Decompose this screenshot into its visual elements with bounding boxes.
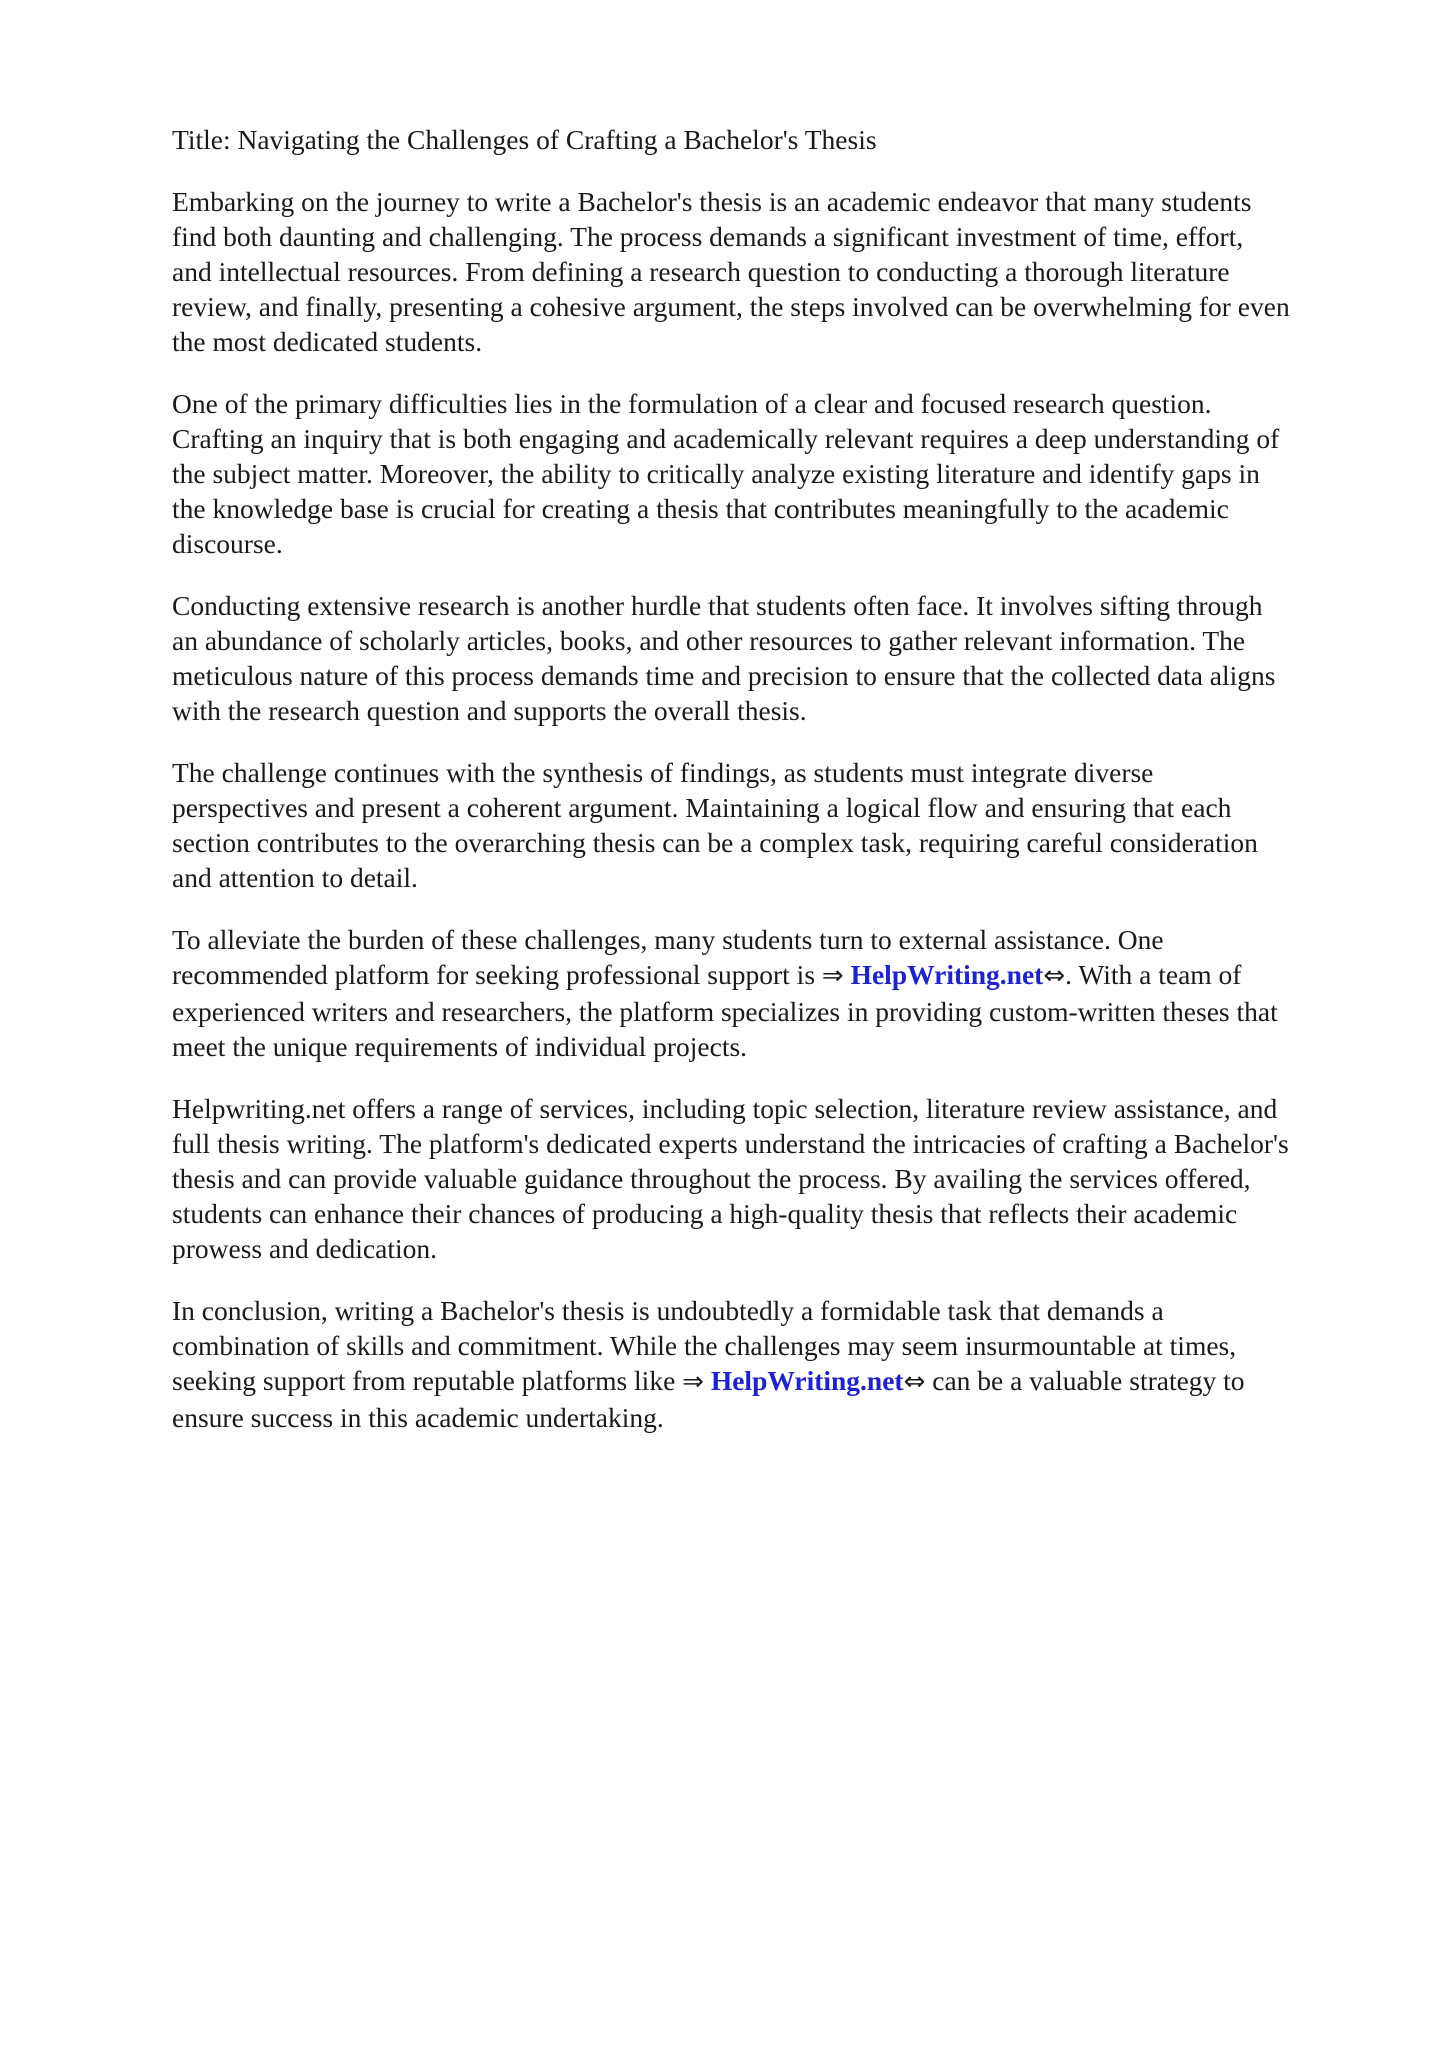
p2-line: Crafting an inquiry that is both engaging and academically relevant requires a deep understanding of bbox=[172, 423, 1280, 454]
p6-line: Helpwriting.net offers a range of services, including topic selection, literature review assistance, and bbox=[172, 1093, 1278, 1124]
p7-line: In conclusion, writing a Bachelor's thesis is undoubtedly a formidable task that demands a bbox=[172, 1295, 1164, 1326]
p7-line: seeking support from reputable platforms like bbox=[172, 1365, 683, 1396]
document-title: Title: Navigating the Challenges of Crafting a Bachelor's Thesis bbox=[172, 124, 877, 155]
p7-line: combination of skills and commitment. While the challenges may seem insurmountable at times, bbox=[172, 1330, 1237, 1361]
p2-line: the subject matter. Moreover, the ability to critically analyze existing literature and identify gaps in bbox=[172, 458, 1260, 489]
p3-line: with the research question and supports the overall thesis. bbox=[172, 695, 807, 726]
p1-line: Embarking on the journey to write a Bachelor's thesis is an academic endeavor that many students bbox=[172, 186, 1252, 217]
p1-line: find both daunting and challenging. The process demands a significant investment of time, effort, bbox=[172, 221, 1244, 252]
p2-line: discourse. bbox=[172, 528, 283, 559]
p3-line: an abundance of scholarly articles, books, and other resources to gather relevant information. The bbox=[172, 625, 1246, 656]
p5-line: experienced writers and researchers, the platform specializes in providing custom-written theses that bbox=[172, 996, 1278, 1027]
p1-line: the most dedicated students. bbox=[172, 326, 483, 357]
p7-line: can be a valuable strategy to bbox=[925, 1365, 1245, 1396]
p1-line: and intellectual resources. From defining a research question to conducting a thorough literature bbox=[172, 256, 1230, 287]
paragraph-5 bbox=[172, 922, 1372, 1064]
p5-line: . With a team of bbox=[1065, 959, 1242, 990]
helpwriting-link[interactable]: HelpWriting.net bbox=[710, 1365, 904, 1396]
p7-line: ensure success in this academic undertaking. bbox=[172, 1402, 664, 1433]
p5-line: recommended platform for seeking professional support is bbox=[172, 959, 822, 990]
document-page bbox=[172, 122, 1372, 1462]
p6-line: prowess and dedication. bbox=[172, 1233, 437, 1264]
p4-line: and attention to detail. bbox=[172, 862, 418, 893]
paragraph-6 bbox=[172, 1091, 1372, 1266]
p4-line: perspectives and present a coherent argument. Maintaining a logical flow and ensuring that each bbox=[172, 792, 1232, 823]
paragraph-2 bbox=[172, 386, 1372, 561]
p4-line: The challenge continues with the synthesis of findings, as students must integrate diverse bbox=[172, 757, 1154, 788]
paragraph-4 bbox=[172, 755, 1372, 895]
p2-line: One of the primary difficulties lies in the formulation of a clear and focused research question. bbox=[172, 388, 1212, 419]
left-right-double-arrow-icon: ⇔ bbox=[903, 1367, 926, 1397]
paragraph-3 bbox=[172, 588, 1372, 728]
paragraph-7 bbox=[172, 1293, 1372, 1435]
p3-line: Conducting extensive research is another hurdle that students often face. It involves sifting through bbox=[172, 590, 1263, 621]
left-right-double-arrow-icon: ⇔ bbox=[1043, 961, 1066, 991]
helpwriting-link[interactable]: HelpWriting.net bbox=[850, 959, 1044, 990]
right-double-arrow-icon: ⇒ bbox=[682, 1367, 704, 1397]
paragraph-1 bbox=[172, 184, 1372, 359]
p6-line: students can enhance their chances of producing a high-quality thesis that reflects their academic bbox=[172, 1198, 1238, 1229]
p6-line: full thesis writing. The platform's dedicated experts understand the intricacies of crafting a Bachelor's bbox=[172, 1128, 1289, 1159]
p6-line: thesis and can provide valuable guidance throughout the process. By availing the services offered, bbox=[172, 1163, 1251, 1194]
p3-line: meticulous nature of this process demands time and precision to ensure that the collected data aligns bbox=[172, 660, 1276, 691]
p4-line: section contributes to the overarching thesis can be a complex task, requiring careful consideration bbox=[172, 827, 1258, 858]
right-double-arrow-icon: ⇒ bbox=[821, 961, 844, 991]
p1-line: review, and finally, presenting a cohesive argument, the steps involved can be overwhelming for even bbox=[172, 291, 1290, 322]
p5-line: meet the unique requirements of individual projects. bbox=[172, 1031, 748, 1062]
p2-line: the knowledge base is crucial for creating a thesis that contributes meaningfully to the academic bbox=[172, 493, 1229, 524]
p5-line: To alleviate the burden of these challenges, many students turn to external assistance. One bbox=[172, 924, 1164, 955]
